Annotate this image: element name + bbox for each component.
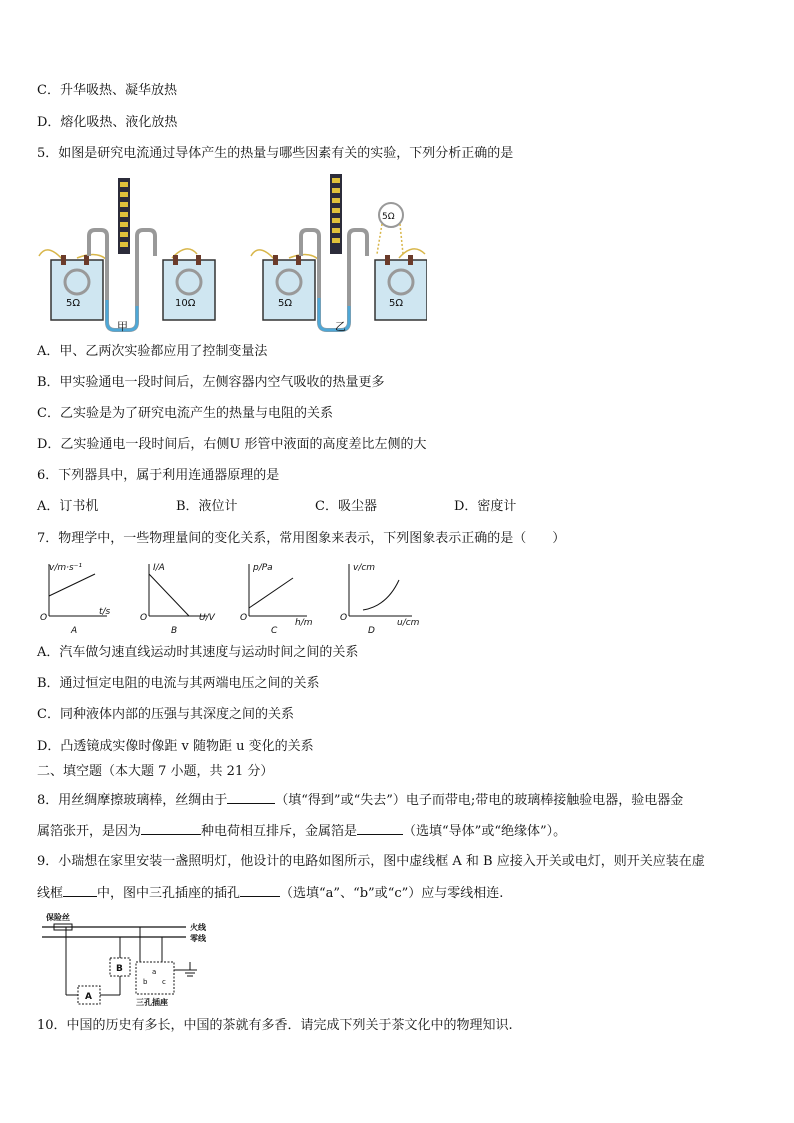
q8-text-1: 8．用丝绸摩擦玻璃棒，丝绸由于: [37, 793, 228, 808]
socket-label: 三孔插座: [136, 998, 168, 1007]
box-b-label: B: [116, 964, 123, 974]
graph-c-letter: C: [271, 626, 278, 636]
q7-graphs: [37, 558, 437, 638]
fuse-label: 保险丝: [46, 913, 70, 922]
q5-option-c: C．乙实验是为了研究电流产生的热量与电阻的关系: [37, 406, 333, 421]
figure-jia: [39, 178, 215, 333]
q8-blank-2: [141, 822, 201, 835]
socket-pin-c: c: [162, 978, 166, 986]
socket-pin-a: a: [152, 968, 157, 976]
q5-option-d: D．乙实验通电一段时间后，右侧U 形管中液面的高度差比左侧的大: [37, 437, 427, 452]
q8-line-2: [37, 822, 566, 841]
q10-stem: 10．中国的历史有多长，中国的茶就有多香．请完成下列关于茶文化中的物理知识.: [37, 1018, 513, 1033]
q6-option-d: D．密度计: [454, 499, 517, 514]
q9-text-4: （选填“a”、“b”或“c”）应与零线相连.: [280, 886, 504, 901]
section-2-heading: 二、填空题（本大题 7 小题，共 21 分）: [37, 764, 274, 779]
graph-d-ylabel: v/cm: [353, 563, 376, 573]
graph-c-ylabel: p/Pa: [253, 563, 273, 573]
q7-option-d: D．凸透镜成实像时像距 v 随物距 u 变化的关系: [37, 739, 314, 754]
q7-stem: 7．物理学中，一些物理量间的变化关系，常用图象来表示，下列图象表示正确的是（ ）: [37, 531, 566, 546]
q6-option-a: A．订书机: [37, 499, 99, 514]
graph-c-xlabel: h/m: [295, 618, 313, 628]
yi-top-resistance: 5Ω: [382, 212, 395, 222]
jia-right-resistance: 10Ω: [175, 298, 196, 309]
q9-text-3: 中，图中三孔插座的插孔: [97, 886, 241, 901]
q4-option-d: D．熔化吸热、液化放热: [37, 115, 178, 130]
q9-circuit-figure: [40, 910, 220, 1010]
q8-text-5: （选填“导体”或“绝缘体”）。: [403, 824, 567, 839]
graph-d-letter: D: [368, 626, 375, 636]
q7-option-c: C．同种液体内部的压强与其深度之间的关系: [37, 707, 294, 722]
q8-blank-1: [227, 791, 275, 804]
box-a-label: A: [85, 992, 92, 1002]
yi-right-resistance: 5Ω: [389, 298, 404, 309]
graph-b-ylabel: I/A: [153, 563, 165, 573]
q8-text-4: 种电荷相互排斥，金属箔是: [201, 824, 358, 839]
live-wire-label: 火线: [190, 923, 206, 932]
q4-option-c: C．升华吸热、凝华放热: [37, 83, 177, 98]
jia-caption: 甲: [117, 320, 128, 333]
q8-blank-3: [357, 822, 403, 835]
q8-text-2: （填“得到”或“失去”）电子而带电;带电的玻璃棒接触验电器，验电器金: [275, 793, 684, 808]
q6-option-c: C．吸尘器: [315, 499, 377, 514]
graph-d-origin: O: [340, 613, 348, 623]
graph-b-letter: B: [171, 626, 178, 636]
socket-pin-b: b: [143, 978, 148, 986]
yi-left-resistance: 5Ω: [278, 298, 293, 309]
graph-b-xlabel: U/V: [199, 613, 215, 623]
q5-option-a: A．甲、乙两次实验都应用了控制变量法: [37, 344, 268, 359]
q5-stem: 5．如图是研究电流通过导体产生的热量与哪些因素有关的实验，下列分析正确的是: [37, 146, 514, 161]
q6-option-b: B．液位计: [176, 499, 238, 514]
q9-line-1: 9．小瑞想在家里安装一盏照明灯，他设计的电路如图所示，图中虚线框 A 和 B 应接入开关或电灯，则开关应装在虚: [37, 854, 705, 869]
q9-blank-2: [240, 884, 280, 897]
graph-a-xlabel: t/s: [99, 607, 111, 617]
graph-b: [140, 563, 216, 636]
q9-line-2: [37, 884, 503, 903]
graph-d: [340, 563, 420, 636]
q8-text-3: 属箔张开，是因为: [37, 824, 142, 839]
figure-yi: [251, 174, 427, 333]
graph-a: [40, 563, 111, 636]
yi-caption: 乙: [335, 320, 346, 333]
neutral-wire-label: 零线: [190, 934, 206, 943]
q6-stem: 6．下列器具中，属于利用连通器原理的是: [37, 468, 280, 483]
graph-a-ylabel: v/m·s⁻¹: [49, 563, 83, 573]
graph-a-letter: A: [71, 626, 78, 636]
graph-d-xlabel: u/cm: [397, 618, 420, 628]
graph-b-origin: O: [140, 613, 148, 623]
q8-line-1: [37, 791, 683, 810]
graph-a-origin: O: [40, 613, 48, 623]
q9-text-2: 线框: [37, 886, 64, 901]
q5-option-b: B．甲实验通电一段时间后，左侧容器内空气吸收的热量更多: [37, 375, 385, 390]
q9-blank-1: [63, 884, 97, 897]
graph-c-origin: O: [240, 613, 248, 623]
q7-option-b: B．通过恒定电阻的电流与其两端电压之间的关系: [37, 676, 320, 691]
jia-left-resistance: 5Ω: [66, 298, 81, 309]
q6-options: [37, 498, 757, 516]
q7-option-a: A．汽车做匀速直线运动时其速度与运动时间之间的关系: [37, 645, 359, 660]
graph-c: [240, 563, 313, 636]
q5-figure: [37, 172, 427, 334]
